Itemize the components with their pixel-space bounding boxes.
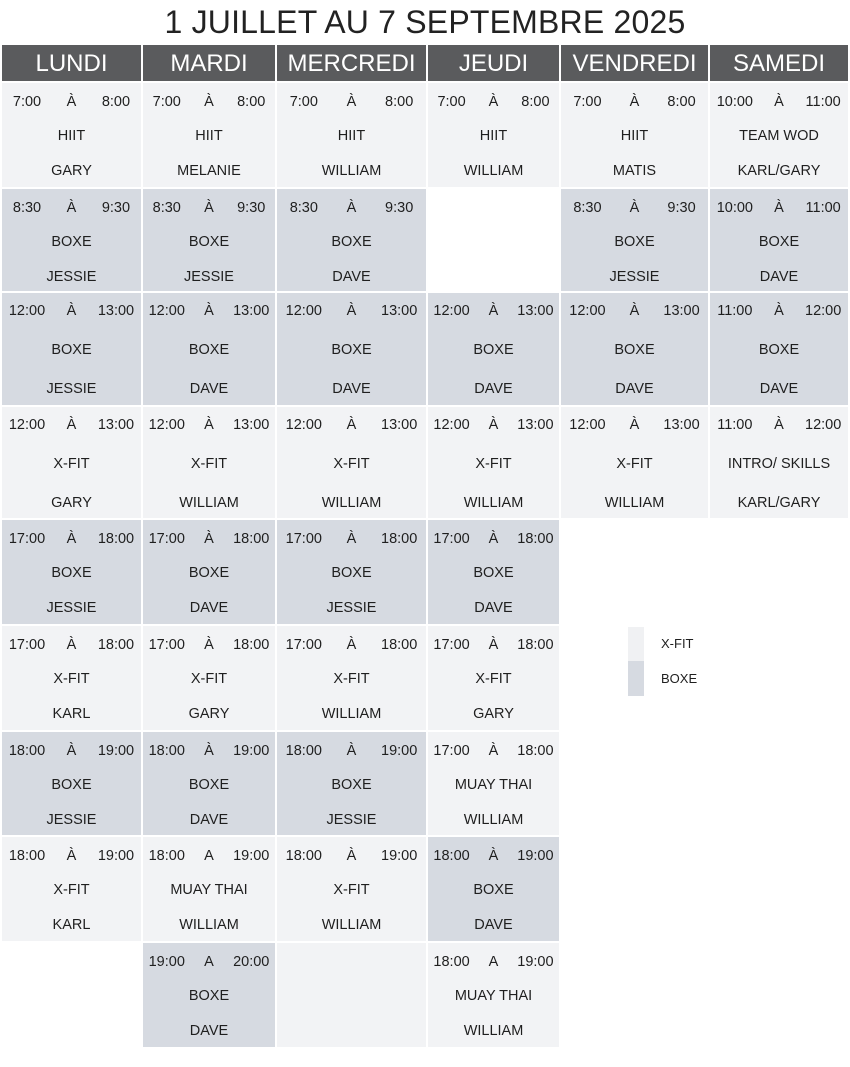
- time-separator: À: [346, 743, 357, 759]
- class-time: [277, 198, 426, 218]
- time-separator: À: [204, 200, 214, 216]
- class-cell: [710, 189, 848, 291]
- class-cell: [277, 520, 426, 624]
- start-time: 12:00: [285, 303, 322, 319]
- class-name: X-FIT: [333, 671, 370, 687]
- class-name: BOXE: [331, 777, 372, 793]
- day-header-mercredi: MERCREDI: [277, 45, 426, 81]
- start-time: 17:00: [433, 743, 470, 759]
- coach-name: DAVE: [474, 917, 513, 933]
- time-separator: À: [204, 743, 214, 759]
- class-cell: [2, 837, 141, 941]
- end-time: 19:00: [517, 848, 554, 864]
- end-time: 12:00: [805, 303, 842, 319]
- class-name: X-FIT: [53, 671, 90, 687]
- class-name: MUAY THAI: [454, 988, 533, 1004]
- end-time: 13:00: [381, 303, 418, 319]
- class-name: X-FIT: [190, 671, 228, 687]
- coach-name: GARY: [188, 706, 230, 722]
- coach-name: DAVE: [615, 381, 654, 397]
- time-separator: À: [346, 417, 357, 433]
- class-cell: [2, 293, 141, 405]
- coach-name: MELANIE: [177, 163, 241, 179]
- time-separator: À: [66, 531, 77, 547]
- start-time: 17:00: [433, 637, 470, 653]
- class-time: [277, 741, 426, 761]
- day-header-samedi: SAMEDI: [710, 45, 848, 81]
- empty-cell: [277, 943, 426, 1047]
- class-time: [2, 415, 141, 435]
- class-name: HIIT: [479, 128, 508, 144]
- coach-name: DAVE: [332, 269, 371, 285]
- start-time: 17:00: [8, 531, 46, 547]
- day-header-jeudi: JEUDI: [428, 45, 559, 81]
- end-time: 19:00: [517, 954, 554, 970]
- class-cell: [561, 293, 708, 405]
- class-time: [143, 198, 275, 218]
- class-cell: [277, 83, 426, 187]
- class-time: [143, 529, 275, 549]
- class-time: [428, 415, 559, 435]
- class-cell: [277, 626, 426, 730]
- time-separator: À: [66, 94, 77, 110]
- coach-name: DAVE: [759, 269, 799, 285]
- class-name: BOXE: [51, 777, 92, 793]
- end-time: 8:00: [385, 94, 414, 110]
- coach-name: DAVE: [759, 381, 799, 397]
- start-time: 8:30: [12, 200, 42, 216]
- class-cell: [428, 732, 559, 835]
- end-time: 20:00: [233, 954, 270, 970]
- start-time: 18:00: [148, 743, 185, 759]
- class-name: X-FIT: [53, 882, 90, 898]
- class-time: [277, 529, 426, 549]
- end-time: 11:00: [805, 200, 841, 216]
- end-time: 9:30: [101, 200, 131, 216]
- coach-name: JESSIE: [326, 812, 377, 828]
- class-cell: [710, 83, 848, 187]
- start-time: 18:00: [285, 848, 322, 864]
- class-cell: [428, 626, 559, 730]
- time-separator: À: [488, 743, 499, 759]
- coach-name: KARL: [52, 917, 91, 933]
- coach-name: WILLIAM: [321, 917, 382, 933]
- time-separator: À: [66, 303, 77, 319]
- coach-name: DAVE: [474, 381, 513, 397]
- class-cell: [2, 83, 141, 187]
- class-name: BOXE: [51, 234, 92, 250]
- end-time: 8:00: [667, 94, 696, 110]
- coach-name: GARY: [51, 163, 92, 179]
- coach-name: WILLIAM: [179, 495, 239, 511]
- end-time: 18:00: [517, 743, 554, 759]
- legend-xfit-swatch: [628, 627, 644, 662]
- time-separator: À: [66, 848, 77, 864]
- class-name: TEAM WOD: [739, 128, 819, 144]
- coach-name: JESSIE: [326, 600, 377, 616]
- class-cell: [277, 293, 426, 405]
- legend-boxe-swatch: [628, 661, 644, 696]
- time-separator: À: [488, 94, 499, 110]
- class-cell: [2, 732, 141, 835]
- class-time: [143, 92, 275, 112]
- end-time: 11:00: [805, 94, 841, 110]
- time-separator: À: [488, 848, 499, 864]
- start-time: 18:00: [148, 848, 185, 864]
- start-time: 8:30: [152, 200, 181, 216]
- class-name: BOXE: [188, 777, 230, 793]
- class-name: X-FIT: [53, 456, 90, 472]
- class-time: [277, 846, 426, 866]
- start-time: 10:00: [716, 94, 753, 110]
- start-time: 11:00: [717, 417, 753, 433]
- class-time: [143, 741, 275, 761]
- coach-name: KARL/GARY: [737, 163, 821, 179]
- class-name: HIIT: [195, 128, 223, 144]
- time-separator: À: [488, 303, 499, 319]
- class-cell: [561, 407, 708, 518]
- class-cell: [561, 83, 708, 187]
- end-time: 18:00: [97, 637, 135, 653]
- class-time: [2, 529, 141, 549]
- schedule-title: 1 JUILLET AU 7 SEPTEMBRE 2025: [164, 4, 686, 40]
- coach-name: KARL/GARY: [737, 495, 821, 511]
- class-time: [277, 635, 426, 655]
- time-separator: À: [346, 531, 357, 547]
- start-time: 18:00: [433, 954, 470, 970]
- end-time: 19:00: [233, 848, 270, 864]
- class-cell: [710, 293, 848, 405]
- end-time: 19:00: [233, 743, 270, 759]
- class-name: X-FIT: [475, 456, 512, 472]
- start-time: 17:00: [148, 531, 185, 547]
- class-name: BOXE: [331, 565, 372, 581]
- start-time: 12:00: [433, 303, 470, 319]
- class-name: HIIT: [57, 128, 86, 144]
- coach-name: WILLIAM: [321, 495, 382, 511]
- class-cell: [143, 83, 275, 187]
- class-name: X-FIT: [333, 456, 370, 472]
- class-name: BOXE: [614, 234, 655, 250]
- time-separator: À: [66, 743, 77, 759]
- class-cell: [428, 943, 559, 1047]
- class-cell: [428, 83, 559, 187]
- class-time: [277, 301, 426, 321]
- class-name: X-FIT: [190, 456, 228, 472]
- class-time: [561, 415, 708, 435]
- class-name: BOXE: [51, 565, 92, 581]
- class-time: [2, 198, 141, 218]
- end-time: 18:00: [233, 531, 270, 547]
- class-cell: [428, 407, 559, 518]
- class-time: [2, 846, 141, 866]
- class-time: [710, 415, 848, 435]
- end-time: 9:30: [667, 200, 696, 216]
- class-cell: [2, 626, 141, 730]
- class-name: MUAY THAI: [454, 777, 533, 793]
- time-separator: À: [629, 303, 640, 319]
- class-name: BOXE: [473, 342, 514, 358]
- class-name: X-FIT: [475, 671, 512, 687]
- class-time: [561, 301, 708, 321]
- start-time: 12:00: [285, 417, 322, 433]
- time-separator: À: [204, 417, 214, 433]
- start-time: 18:00: [8, 848, 46, 864]
- class-cell: [277, 189, 426, 291]
- end-time: 18:00: [233, 637, 270, 653]
- class-name: HIIT: [337, 128, 366, 144]
- end-time: 13:00: [663, 303, 700, 319]
- class-name: BOXE: [51, 342, 92, 358]
- coach-name: JESSIE: [46, 381, 97, 397]
- coach-name: JESSIE: [184, 269, 234, 285]
- class-time: [2, 741, 141, 761]
- start-time: 7:00: [152, 94, 181, 110]
- start-time: 17:00: [148, 637, 185, 653]
- coach-name: WILLIAM: [179, 917, 239, 933]
- class-cell: [2, 520, 141, 624]
- class-time: [2, 92, 141, 112]
- class-cell: [561, 189, 708, 291]
- end-time: 13:00: [381, 417, 418, 433]
- end-time: 13:00: [517, 417, 554, 433]
- end-time: 13:00: [233, 303, 270, 319]
- time-separator: À: [774, 94, 784, 110]
- time-separator: A: [488, 954, 499, 970]
- start-time: 7:00: [437, 94, 466, 110]
- time-separator: À: [346, 200, 357, 216]
- end-time: 8:00: [237, 94, 266, 110]
- start-time: 8:30: [573, 200, 602, 216]
- coach-name: WILLIAM: [463, 163, 524, 179]
- class-cell: [428, 837, 559, 941]
- start-time: 12:00: [148, 303, 185, 319]
- start-time: 12:00: [433, 417, 470, 433]
- start-time: 8:30: [289, 200, 318, 216]
- start-time: 17:00: [285, 637, 322, 653]
- time-separator: À: [774, 417, 784, 433]
- end-time: 8:00: [101, 94, 131, 110]
- class-time: [428, 529, 559, 549]
- coach-name: MATIS: [612, 163, 657, 179]
- time-separator: A: [204, 848, 214, 864]
- end-time: 18:00: [517, 531, 554, 547]
- class-cell: [277, 407, 426, 518]
- end-time: 18:00: [381, 531, 418, 547]
- class-time: [143, 846, 275, 866]
- class-cell: [143, 520, 275, 624]
- class-time: [143, 952, 275, 972]
- start-time: 17:00: [285, 531, 322, 547]
- class-cell: [143, 837, 275, 941]
- time-separator: À: [66, 417, 77, 433]
- class-name: BOXE: [331, 234, 372, 250]
- class-time: [428, 635, 559, 655]
- time-separator: À: [774, 200, 784, 216]
- class-cell: [2, 407, 141, 518]
- time-separator: À: [204, 303, 214, 319]
- class-name: X-FIT: [333, 882, 370, 898]
- class-time: [143, 301, 275, 321]
- legend-boxe-label: BOXE: [661, 671, 698, 686]
- class-name: BOXE: [188, 988, 230, 1004]
- time-separator: À: [629, 94, 640, 110]
- class-cell: [143, 943, 275, 1047]
- end-time: 9:30: [237, 200, 266, 216]
- class-name: BOXE: [473, 882, 514, 898]
- end-time: 12:00: [805, 417, 842, 433]
- class-cell: [143, 293, 275, 405]
- end-time: 19:00: [381, 848, 418, 864]
- class-cell: [143, 626, 275, 730]
- coach-name: JESSIE: [609, 269, 660, 285]
- coach-name: WILLIAM: [321, 163, 382, 179]
- class-cell: [143, 189, 275, 291]
- class-name: X-FIT: [616, 456, 653, 472]
- time-separator: À: [204, 637, 214, 653]
- start-time: 12:00: [569, 303, 606, 319]
- start-time: 12:00: [8, 417, 46, 433]
- end-time: 19:00: [381, 743, 418, 759]
- coach-name: DAVE: [189, 381, 229, 397]
- end-time: 13:00: [663, 417, 700, 433]
- class-time: [428, 92, 559, 112]
- time-separator: À: [629, 200, 640, 216]
- class-time: [277, 415, 426, 435]
- class-time: [428, 952, 559, 972]
- start-time: 18:00: [285, 743, 322, 759]
- time-separator: À: [488, 417, 499, 433]
- coach-name: WILLIAM: [463, 1023, 524, 1039]
- start-time: 7:00: [12, 94, 42, 110]
- class-cell: [277, 732, 426, 835]
- class-time: [2, 635, 141, 655]
- coach-name: DAVE: [474, 600, 513, 616]
- class-time: [428, 741, 559, 761]
- start-time: 17:00: [8, 637, 46, 653]
- class-time: [710, 92, 848, 112]
- class-cell: [428, 293, 559, 405]
- class-name: BOXE: [758, 342, 800, 358]
- time-separator: À: [346, 303, 357, 319]
- class-time: [710, 198, 848, 218]
- class-cell: [277, 837, 426, 941]
- time-separator: À: [66, 200, 77, 216]
- coach-name: KARL: [52, 706, 91, 722]
- start-time: 7:00: [289, 94, 318, 110]
- end-time: 8:00: [521, 94, 550, 110]
- class-name: BOXE: [188, 565, 230, 581]
- start-time: 11:00: [717, 303, 753, 319]
- coach-name: DAVE: [189, 1023, 229, 1039]
- start-time: 12:00: [569, 417, 606, 433]
- coach-name: DAVE: [189, 812, 229, 828]
- coach-name: GARY: [473, 706, 514, 722]
- end-time: 9:30: [385, 200, 414, 216]
- coach-name: WILLIAM: [463, 495, 524, 511]
- class-time: [428, 301, 559, 321]
- class-cell: [2, 189, 141, 291]
- class-time: [561, 198, 708, 218]
- end-time: 13:00: [517, 303, 554, 319]
- coach-name: JESSIE: [46, 600, 97, 616]
- class-name: BOXE: [614, 342, 655, 358]
- day-header-lundi: LUNDI: [2, 45, 141, 81]
- class-cell: [428, 520, 559, 624]
- time-separator: À: [629, 417, 640, 433]
- end-time: 18:00: [517, 637, 554, 653]
- day-header-mardi: MARDI: [143, 45, 275, 81]
- class-cell: [143, 407, 275, 518]
- class-name: BOXE: [188, 342, 230, 358]
- start-time: 7:00: [573, 94, 602, 110]
- end-time: 13:00: [97, 303, 135, 319]
- end-time: 13:00: [233, 417, 270, 433]
- coach-name: JESSIE: [46, 812, 97, 828]
- class-time: [143, 415, 275, 435]
- class-time: [143, 635, 275, 655]
- end-time: 13:00: [97, 417, 135, 433]
- coach-name: WILLIAM: [321, 706, 382, 722]
- start-time: 10:00: [716, 200, 753, 216]
- end-time: 18:00: [97, 531, 135, 547]
- end-time: 19:00: [97, 743, 135, 759]
- time-separator: À: [204, 531, 214, 547]
- class-cell: [710, 407, 848, 518]
- start-time: 12:00: [8, 303, 46, 319]
- class-cell: [143, 732, 275, 835]
- end-time: 18:00: [381, 637, 418, 653]
- coach-name: JESSIE: [46, 269, 97, 285]
- start-time: 18:00: [8, 743, 46, 759]
- start-time: 18:00: [433, 848, 470, 864]
- coach-name: GARY: [51, 495, 92, 511]
- start-time: 19:00: [148, 954, 185, 970]
- class-time: [2, 301, 141, 321]
- coach-name: WILLIAM: [604, 495, 665, 511]
- start-time: 12:00: [148, 417, 185, 433]
- time-separator: À: [346, 848, 357, 864]
- class-name: BOXE: [473, 565, 514, 581]
- class-time: [561, 92, 708, 112]
- start-time: 17:00: [433, 531, 470, 547]
- coach-name: WILLIAM: [463, 812, 524, 828]
- coach-name: DAVE: [189, 600, 229, 616]
- time-separator: À: [204, 94, 214, 110]
- class-name: BOXE: [331, 342, 372, 358]
- time-separator: À: [346, 94, 357, 110]
- coach-name: DAVE: [332, 381, 371, 397]
- time-separator: À: [488, 531, 499, 547]
- time-separator: À: [774, 303, 784, 319]
- class-name: MUAY THAI: [170, 882, 248, 898]
- time-separator: À: [488, 637, 499, 653]
- class-name: HIIT: [620, 128, 649, 144]
- class-time: [428, 846, 559, 866]
- class-name: INTRO/ SKILLS: [727, 456, 831, 472]
- legend-xfit-label: X-FIT: [661, 636, 694, 651]
- time-separator: À: [66, 637, 77, 653]
- class-time: [710, 301, 848, 321]
- time-separator: A: [204, 954, 214, 970]
- end-time: 19:00: [97, 848, 135, 864]
- class-name: BOXE: [758, 234, 800, 250]
- time-separator: À: [346, 637, 357, 653]
- class-name: BOXE: [188, 234, 230, 250]
- day-header-vendredi: VENDREDI: [561, 45, 708, 81]
- class-time: [277, 92, 426, 112]
